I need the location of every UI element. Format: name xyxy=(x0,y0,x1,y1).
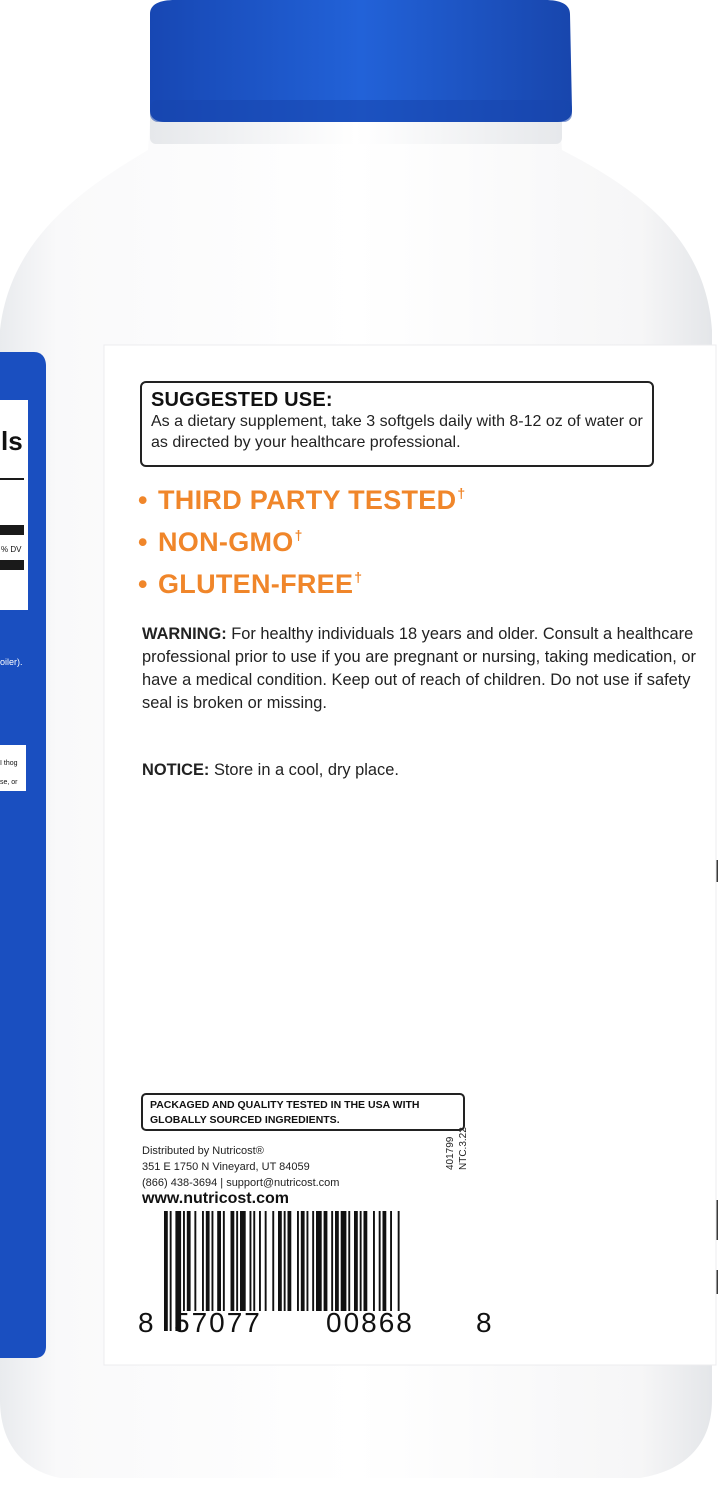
barcode-digits-right: 00868 xyxy=(326,1307,414,1338)
lot-number: 401799 xyxy=(445,1136,456,1170)
barcode-bar xyxy=(217,1211,221,1311)
claim-text: NON-GMO xyxy=(158,527,294,557)
ref-code: NTC.3.22 xyxy=(458,1127,469,1170)
suggested-use-title: SUGGESTED USE: xyxy=(151,389,333,411)
barcode-bar xyxy=(187,1211,191,1311)
suggested-use-box xyxy=(140,381,654,467)
back-label xyxy=(104,345,704,1365)
barcode-bar xyxy=(331,1211,333,1311)
barcode-bar xyxy=(324,1211,328,1311)
barcode-bar xyxy=(240,1211,246,1311)
barcode-bar xyxy=(373,1211,375,1311)
website-url: www.nutricost.com xyxy=(142,1190,289,1207)
barcode-bar xyxy=(202,1211,204,1311)
barcode-digit-first: 8 xyxy=(138,1307,154,1338)
claim-text: GLUTEN-FREE xyxy=(158,569,354,599)
dagger-mark: † xyxy=(354,569,363,585)
dagger-mark: † xyxy=(294,527,303,543)
barcode-bar xyxy=(398,1211,400,1311)
claims-list xyxy=(138,485,465,611)
warning-label: WARNING: xyxy=(142,625,227,643)
barcode-bar xyxy=(183,1211,185,1311)
barcode-bar xyxy=(288,1211,292,1311)
barcode-digit-last: 8 xyxy=(476,1307,492,1338)
distributor-contact: (866) 438-3694 | support@nutricost.com xyxy=(142,1177,340,1189)
claim-third-party-tested xyxy=(138,485,465,527)
notice-text: Store in a cool, dry place. xyxy=(209,761,399,779)
notice-label: NOTICE: xyxy=(142,761,210,779)
lot-codes xyxy=(444,1127,504,1170)
barcode-bar xyxy=(259,1211,261,1311)
barcode-bar xyxy=(390,1211,392,1311)
bullet-dot: • xyxy=(138,485,148,515)
dagger-mark: † xyxy=(457,485,466,501)
barcode-bar xyxy=(364,1211,368,1311)
barcode-bar xyxy=(170,1211,172,1331)
barcode-bar xyxy=(360,1211,362,1311)
barcode-bar xyxy=(379,1211,381,1311)
distributor-name: Distributed by Nutricost® xyxy=(142,1145,264,1157)
bullet-dot: • xyxy=(138,527,148,557)
barcode-bar xyxy=(307,1211,309,1311)
warning-text: For healthy individuals 18 years and older. Consult a healthcare professional prior to use if you are pregnant or nursing, taking medication, or have a medical condition. Keep out of reach of children. Do not use if safety seal is broken or missing. xyxy=(142,625,696,712)
barcode-bar xyxy=(223,1211,225,1311)
barcode-bar xyxy=(312,1211,314,1311)
notice-paragraph xyxy=(142,759,702,782)
barcode-bar xyxy=(272,1211,274,1311)
barcode-bar xyxy=(236,1211,238,1311)
barcode xyxy=(136,1207,496,1347)
warning-paragraph xyxy=(142,623,702,715)
barcode-bar xyxy=(265,1211,267,1311)
barcode-bar xyxy=(284,1211,286,1311)
barcode-bar xyxy=(206,1211,210,1311)
side-label-small-1: I thog xyxy=(0,760,18,767)
barcode-bar xyxy=(383,1211,387,1311)
claim-gluten-free xyxy=(138,569,465,611)
claim-text: THIRD PARTY TESTED xyxy=(158,485,457,515)
barcode-bar xyxy=(354,1211,358,1311)
side-label-small-2: se, or xyxy=(0,779,18,786)
distributor-address: 351 E 1750 N Vineyard, UT 84059 xyxy=(142,1161,310,1173)
bullet-dot: • xyxy=(138,569,148,599)
packaged-box: PACKAGED AND QUALITY TESTED IN THE USA WITH GLOBALLY SOURCED INGREDIENTS. xyxy=(141,1093,465,1131)
barcode-bar xyxy=(250,1211,252,1311)
barcode-bar xyxy=(301,1211,305,1311)
barcode-digits-left: 57077 xyxy=(174,1307,262,1338)
side-label-mid: oiler). xyxy=(0,657,23,667)
side-label-top: ls xyxy=(1,426,23,456)
barcode-bar xyxy=(194,1211,196,1311)
barcode-bar xyxy=(164,1211,168,1331)
barcode-bar xyxy=(335,1211,339,1311)
barcode-bar xyxy=(297,1211,299,1311)
barcode-bar xyxy=(341,1211,347,1311)
barcode-bar xyxy=(316,1211,322,1311)
barcode-bar xyxy=(212,1211,214,1311)
side-label-dv: % DV xyxy=(1,545,22,554)
distributor-block xyxy=(142,1143,339,1191)
barcode-bar xyxy=(231,1211,235,1311)
suggested-use-text: As a dietary supplement, take 3 softgels daily with 8-12 oz of water or as directed by your healthcare professional. xyxy=(151,413,643,451)
barcode-bar xyxy=(278,1211,282,1311)
barcode-bar xyxy=(348,1211,350,1311)
claim-non-gmo xyxy=(138,527,465,569)
barcode-bar xyxy=(253,1211,255,1311)
